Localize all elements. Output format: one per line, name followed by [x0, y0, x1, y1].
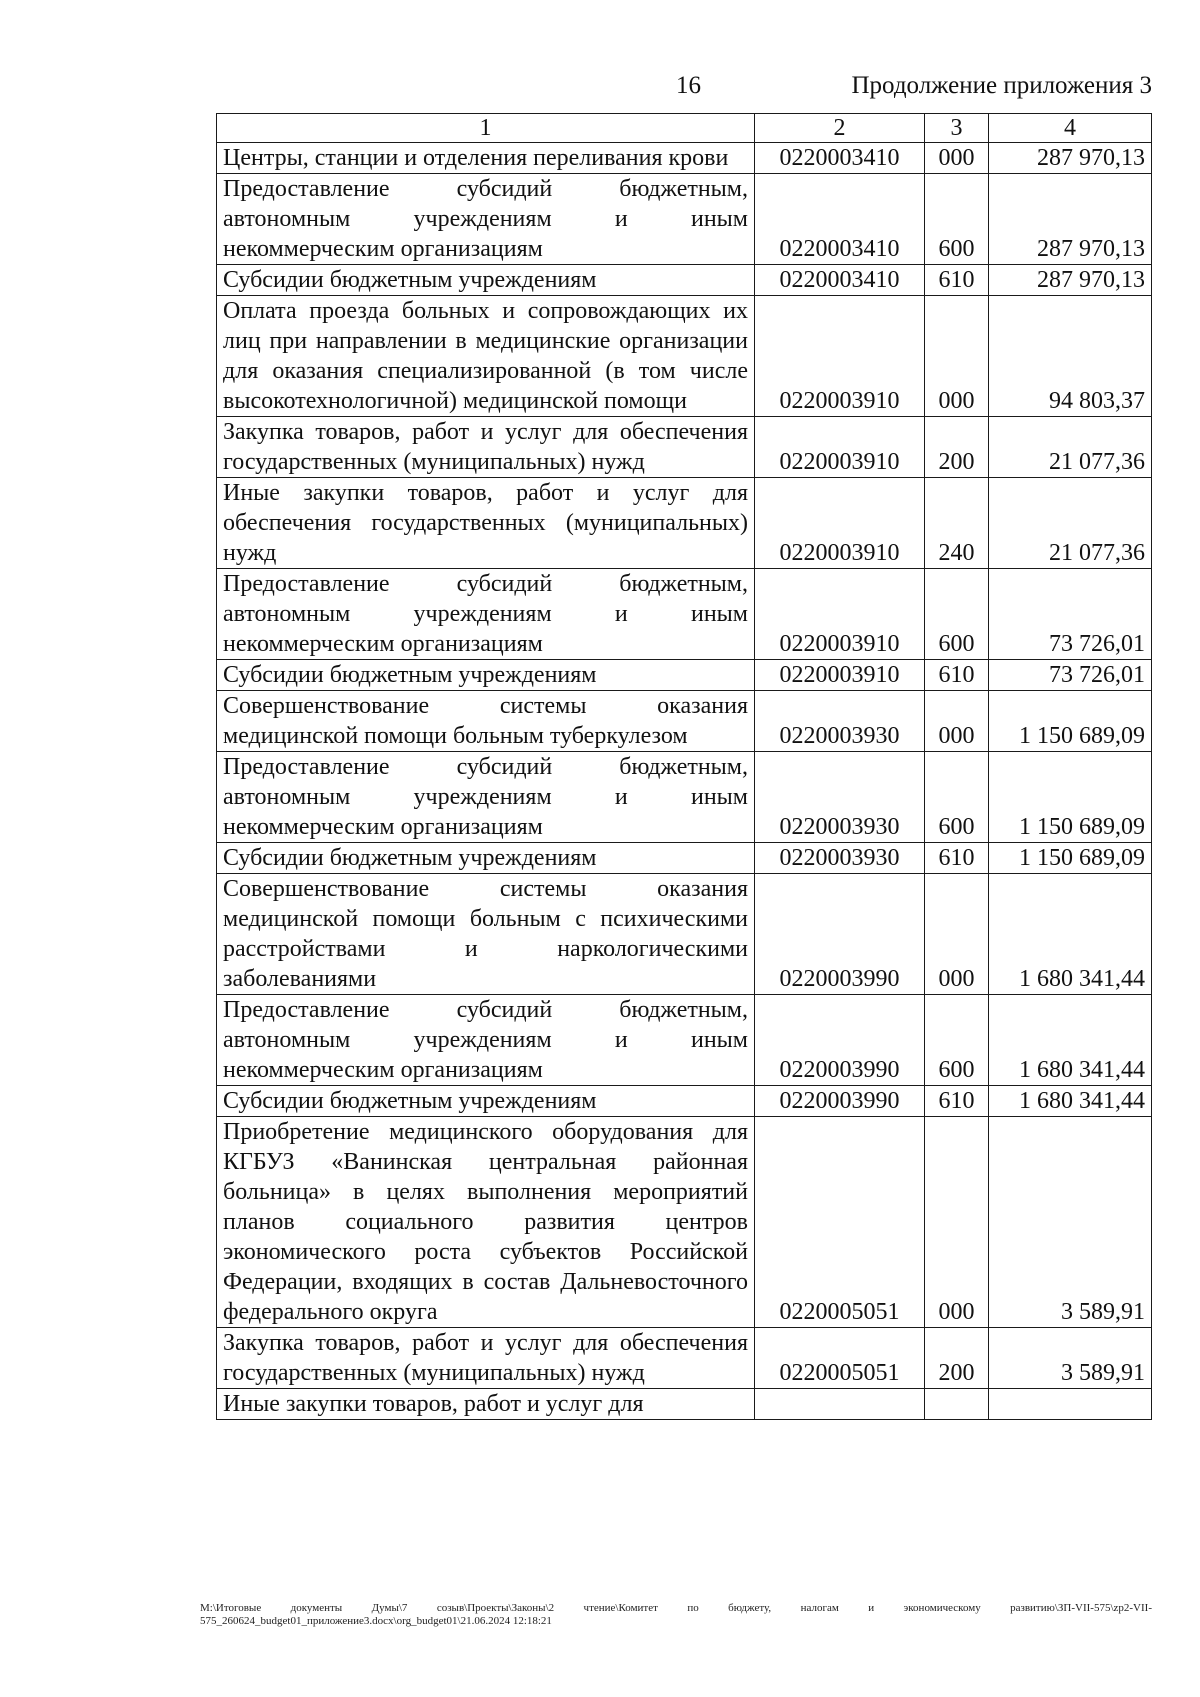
row-expense-type: 610 — [925, 660, 989, 691]
table-row — [217, 1389, 1152, 1420]
column-header-3: 3 — [925, 114, 989, 143]
table-row — [217, 691, 1152, 752]
row-name: Предоставление субсидий бюджетным, автономным учреждениям и иным некоммерческим организациям — [217, 569, 755, 660]
row-expense-type: 000 — [925, 691, 989, 752]
row-code: 0220003910 — [755, 417, 925, 478]
row-expense-type: 610 — [925, 843, 989, 874]
row-amount: 1 150 689,09 — [989, 691, 1152, 752]
table-row — [217, 478, 1152, 569]
row-code: 0220003910 — [755, 660, 925, 691]
row-expense-type: 000 — [925, 874, 989, 995]
row-code: 0220005051 — [755, 1328, 925, 1389]
row-code: 0220003930 — [755, 843, 925, 874]
table-row — [217, 1086, 1152, 1117]
budget-table — [216, 113, 1152, 1420]
row-code: 0220003930 — [755, 752, 925, 843]
row-amount: 3 589,91 — [989, 1328, 1152, 1389]
table-row — [217, 174, 1152, 265]
table-row — [217, 874, 1152, 995]
row-code: 0220003410 — [755, 143, 925, 174]
continuation-label: Продолжение приложения 3 — [851, 72, 1152, 99]
row-code: 0220003910 — [755, 478, 925, 569]
row-expense-type: 610 — [925, 265, 989, 296]
row-name: Субсидии бюджетным учреждениям — [217, 265, 755, 296]
row-amount: 94 803,37 — [989, 296, 1152, 417]
table-row — [217, 143, 1152, 174]
table-row — [217, 296, 1152, 417]
row-code: 0220003930 — [755, 691, 925, 752]
row-expense-type: 600 — [925, 569, 989, 660]
table-row — [217, 1328, 1152, 1389]
row-amount: 21 077,36 — [989, 417, 1152, 478]
row-amount: 1 680 341,44 — [989, 1086, 1152, 1117]
row-expense-type: 600 — [925, 174, 989, 265]
row-expense-type: 200 — [925, 417, 989, 478]
table-row — [217, 265, 1152, 296]
table-row — [217, 995, 1152, 1086]
table-row — [217, 417, 1152, 478]
column-header-4: 4 — [989, 114, 1152, 143]
table-row — [217, 752, 1152, 843]
row-amount: 287 970,13 — [989, 174, 1152, 265]
row-expense-type: 000 — [925, 1117, 989, 1328]
row-expense-type: 000 — [925, 296, 989, 417]
row-name: Предоставление субсидий бюджетным, автономным учреждениям и иным некоммерческим организациям — [217, 995, 755, 1086]
row-code: 0220003990 — [755, 1086, 925, 1117]
page-number: 16 — [676, 72, 701, 99]
row-amount: 73 726,01 — [989, 660, 1152, 691]
row-code — [755, 1389, 925, 1420]
column-header-1: 1 — [217, 114, 755, 143]
row-amount: 3 589,91 — [989, 1117, 1152, 1328]
row-name: Приобретение медицинского оборудования для КГБУЗ «Ванинская центральная районная больница» в целях выполнения мероприятий планов социального развития центров экономического роста субъектов Российской Федерации, входящих в состав Дальневосточного федерального округа — [217, 1117, 755, 1328]
row-amount: 287 970,13 — [989, 143, 1152, 174]
row-name: Совершенствование системы оказания медицинской помощи больным туберкулезом — [217, 691, 755, 752]
row-expense-type: 610 — [925, 1086, 989, 1117]
row-amount: 1 150 689,09 — [989, 752, 1152, 843]
row-code: 0220003410 — [755, 174, 925, 265]
row-amount: 1 680 341,44 — [989, 995, 1152, 1086]
row-expense-type — [925, 1389, 989, 1420]
row-name: Иные закупки товаров, работ и услуг для обеспечения государственных (муниципальных) нужд — [217, 478, 755, 569]
table-header-row — [217, 114, 1152, 143]
row-expense-type: 600 — [925, 995, 989, 1086]
row-code: 0220003910 — [755, 296, 925, 417]
row-expense-type: 000 — [925, 143, 989, 174]
row-name: Субсидии бюджетным учреждениям — [217, 1086, 755, 1117]
table-row — [217, 569, 1152, 660]
row-amount: 73 726,01 — [989, 569, 1152, 660]
row-name: Предоставление субсидий бюджетным, автономным учреждениям и иным некоммерческим организациям — [217, 752, 755, 843]
row-name: Оплата проезда больных и сопровождающих их лиц при направлении в медицинские организации для оказания специализированной (в том числе высокотехнологичной) медицинской помощи — [217, 296, 755, 417]
row-code: 0220003990 — [755, 995, 925, 1086]
row-amount: 21 077,36 — [989, 478, 1152, 569]
table-row — [217, 660, 1152, 691]
row-name: Субсидии бюджетным учреждениям — [217, 843, 755, 874]
row-code: 0220003910 — [755, 569, 925, 660]
row-expense-type: 200 — [925, 1328, 989, 1389]
row-amount — [989, 1389, 1152, 1420]
table-row — [217, 843, 1152, 874]
row-amount: 1 150 689,09 — [989, 843, 1152, 874]
row-expense-type: 240 — [925, 478, 989, 569]
column-header-2: 2 — [755, 114, 925, 143]
document-path-footer: M:\Итоговые документы Думы\7 созыв\Проекты\Законы\2 чтение\Комитет по бюджету, налогам и экономическому развитию\ЗП-VII-575\zp2-VII-575_260624_budget01_приложение3.docx\org_budget01\21.06.2024 12:18:21 — [200, 1602, 1152, 1627]
table-row — [217, 1117, 1152, 1328]
row-name: Центры, станции и отделения переливания крови — [217, 143, 755, 174]
row-expense-type: 600 — [925, 752, 989, 843]
row-name: Закупка товаров, работ и услуг для обеспечения государственных (муниципальных) нужд — [217, 1328, 755, 1389]
row-code: 0220003410 — [755, 265, 925, 296]
row-name: Иные закупки товаров, работ и услуг для — [217, 1389, 755, 1420]
row-amount: 287 970,13 — [989, 265, 1152, 296]
row-code: 0220003990 — [755, 874, 925, 995]
row-name: Совершенствование системы оказания медицинской помощи больным с психическими расстройствами и наркологическими заболеваниями — [217, 874, 755, 995]
row-name: Закупка товаров, работ и услуг для обеспечения государственных (муниципальных) нужд — [217, 417, 755, 478]
row-name: Субсидии бюджетным учреждениям — [217, 660, 755, 691]
row-name: Предоставление субсидий бюджетным, автономным учреждениям и иным некоммерческим организациям — [217, 174, 755, 265]
row-amount: 1 680 341,44 — [989, 874, 1152, 995]
row-code: 0220005051 — [755, 1117, 925, 1328]
